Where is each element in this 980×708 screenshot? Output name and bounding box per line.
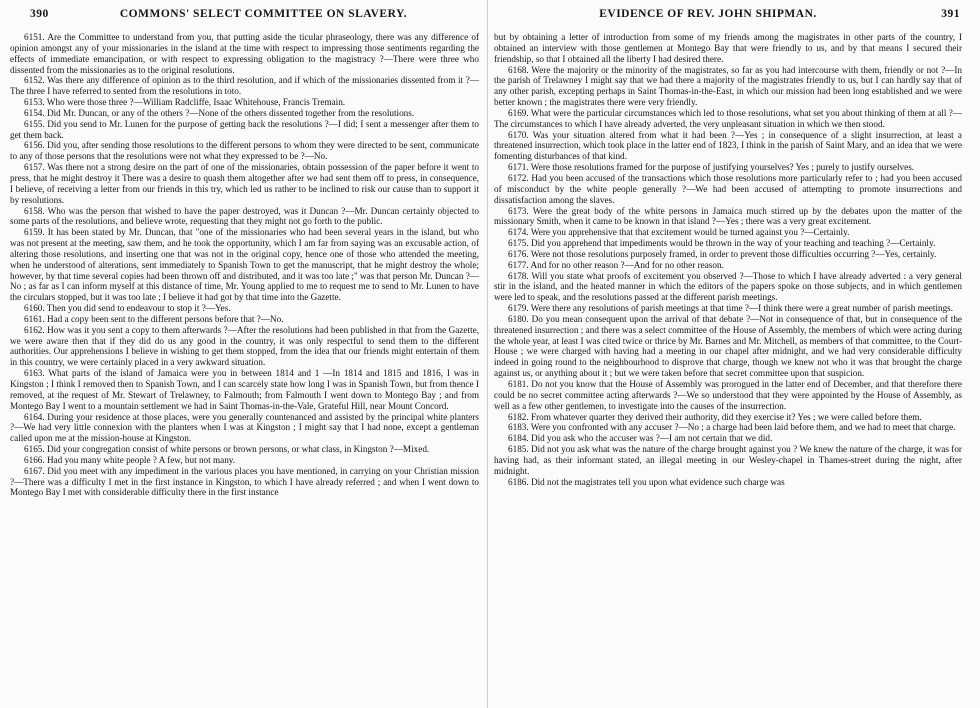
paragraph-6165: 6165. Did your congregation consist of white persons or brown persons, or what class, in Kingston ?—Mixed.: [24, 444, 430, 455]
paragraph-6177: 6177. And for no other reason ?—And for no other reason.: [508, 259, 724, 270]
paragraph-6164: 6164. During your residence at those places, were you generally countenanced and assisted by the principal white planters ?—We had very little connexion with the planters when I was at Kingston ; I might say that I had none, except a gentleman called upon me at the mission-house at Kingston.: [10, 411, 479, 444]
paragraph-6161: 6161. Had a copy been sent to the different persons before that ?—No.: [24, 313, 284, 324]
paragraph-6159: 6159. It has been stated by Mr. Duncan, that "one of the missionaries who had been several years in the island, but who was not present at the meeting, saw them, and he took the opportunity, which I am far from saying was an excusable action, of altering those resolutions, and inserting one that was not in the original copy, hence one of those who attended the meeting, when he understood of alterations, sent immediately to Spanish Town to get the manuscript, that he might destroy the whole; however, by that time several copies had been thrown off and distributed, and it was too late ;" was that person Mr. Duncan ?—No ; as far as I can inform myself at this distance of time, Mr. Young applied to me to request me to send to Mr. Lunen to have the circulars stopped, but it was too late ; I believe it had got by that time into the Gazette.: [10, 227, 479, 303]
paragraph-6156: 6156. Did you, after sending those resolutions to the different persons to whom they were directed to be sent, communicate to any of those persons that the resolutions were not what they expressed to be ?—No.: [10, 140, 479, 162]
paragraph-6154: 6154. Did Mr. Duncan, or any of the others ?—None of the others dissented together from the resolutions.: [24, 107, 415, 118]
paragraph-6182: 6182. From whatever quarter they derived their authority, did they exercise it? Yes ; we were called before them.: [508, 411, 922, 422]
paragraph-6168: 6168. Were the majority or the minority of the magistrates, so far as you had intercourse with them, friendly or not ?—In the parish of Trelawney I might say that we had there a majority of the magistrates friendly to us, but I can hardly say that of any other parish, excepting perhaps in Saint Thomas-in-the-East, in which our mission had been long established and we were better known ; the magistrates there were very friendly.: [494, 64, 962, 108]
paragraph-6167: 6167. Did you meet with any impediment in the various places you have mentioned, in carrying on your Christian mission ?—There was a difficulty I met in the first instance in Kingston, to which I have already referred ; and when I went down to Montego Bay I met with considerable difficulty there in the first instance: [10, 465, 479, 498]
left-page-title: COMMONS' SELECT COMMITTEE ON SLAVERY.: [119, 8, 408, 20]
paragraph-6171: 6171. Were those resolutions framed for the purpose of justifying yourselves? Yes ; purely to justify ourselves.: [508, 162, 915, 173]
paragraph-6183: 6183. Were you confronted with any accuser ?—No ; a charge had been laid before them, and we had to meet that charge.: [508, 422, 956, 433]
paragraph-6160: 6160. Then you did send to endeavour to stop it ?—Yes.: [24, 303, 231, 314]
right-page-title: EVIDENCE OF REV. JOHN SHIPMAN.: [599, 8, 817, 20]
paragraph-6179: 6179. Were there any resolutions of parish meetings at that time ?—I think there were a great number of parish meetings.: [508, 303, 954, 314]
paragraph-6157: 6157. Was there not a strong desire on the part of one of the missionaries, obtain possession of the paper before it went to press, that he might destroy it There was a desire to quash them altogether after we had sent them off to press, in consequence, I believe, of receiving a letter from our friends in this try, which led us rather to be inclined to risk our cause than to support it by resolutions.: [10, 162, 479, 205]
paragraph-6152: 6152. Was there any difference of opinion as to the third resolution, and if which of the missionaries dissented from it ?—The three I have referred to sented from the resolutions in toto.: [10, 75, 479, 97]
paragraph-6181: 6181. Do not you know that the House of Assembly was prorogued in the latter end of December, and that therefore there could be no secret committee acting afterwards ?—We so understood that they were appointed by the House of Assembly, as well as a few other gentlemen, to investigate into the causes of the insurrection.: [494, 379, 962, 411]
right-page-number: 391: [941, 8, 960, 20]
paragraph-6184: 6184. Did you ask who the accuser was ?—I am not certain that we did.: [508, 433, 773, 444]
paragraph-6151: 6151. Are the Committee to understand from you, that putting aside the ticular phraseology, there was any difference of opinion amongst any of your missionaries in the island at the time with respect to impressing those sentiments regarding the effects of immediate emancipation, or with respect to expressing obligation to the magistracy ?—There were three who dissented from the missionaries as to the original resolutions.: [10, 32, 479, 75]
paragraph-6166: 6166. Had you many white people ? A few, but not many.: [24, 454, 236, 465]
paragraph-6158: 6158. Who was the person that wished to have the paper destroyed, was it Duncan ?—Mr. Duncan certainly objected to some parts of the resolutions, and believe wrote, requesting that they might not go forth to the public.: [10, 205, 479, 227]
left-page-header: [30, 8, 477, 26]
paragraph-6178: 6178. Will you state what proofs of excitement you observed ?—Those to which I have already adverted : a very general stir in the island, and the heated manner in which the editors of the papers spoke on those subjects, and in which gentlemen were led to speak, and the resolutions passed at the different parish meetings.: [494, 270, 962, 303]
paragraph-6173: 6173. Were the great body of the white persons in Jamaica much stirred up by the debates upon the matter of the missionary Smith, when it came to be known in that island ?—Yes ; there was a very great excitement.: [494, 205, 962, 227]
right-page: [488, 0, 980, 708]
paragraph-6155: 6155. Did you send to Mr. Lunen for the purpose of getting back the resolutions ?—I did; I sent a messenger after them to get them back.: [10, 118, 479, 140]
paragraph-6163: 6163. What parts of the island of Jamaica were you in between 1814 and 1 —In 1814 and 1815 and 1816, I was in Kingston ; I think I removed then to Spanish Town, and I can scarcely state how long I was in Spanish Town, but from thence I removed, at the request of Mr. Stewart of Trelawney, to Falmouth; from Falmouth I went down to Montego Bay ; and from Montego Bay I went to a mountain settlement we had in Saint Thomas-in-the-Vale, Grateful Hill, near Mount Concord.: [10, 368, 479, 411]
paragraph-6186: 6186. Did not the magistrates tell you upon what evidence such charge was: [508, 476, 785, 487]
paragraph-6175: 6175. Did you apprehend that impediments would be thrown in the way of your teaching and teaching ?—Certainly.: [508, 238, 936, 249]
paragraph-6169: 6169. What were the particular circumstances which led to those resolutions, what set you about thinking of them at all ?—The circumstances to which I have already adverted, the very unpleasant situation in which we then stood.: [494, 107, 962, 129]
left-page: [0, 0, 488, 708]
paragraph-6180: 6180. Do you mean consequent upon the arrival of that debate ?—Not in consequence of that, but in consequence of the threatened insurrection ; and there was a select committee of the House of Assembly, the members of which were acting during the whole year, at least I was cited twice or thrice by Mr. Barnes and Mr. Mitchell, as members of that committee, to the Court-House ; we were charged with having had a meeting in our chapel after midnight, and we had very considerable difficulty indeed in going round to the neighbourhood to disprove that charge, though we knew not who it was that brought the charge against us, or anything about it ; but we were taken before that secret committee upon that suspicion.: [494, 313, 962, 379]
paragraph-6176: 6176. Were not those resolutions purposely framed, in order to prevent those difficulties occurring ?—Yes, certainly.: [508, 248, 937, 259]
paragraph-6162: 6162. How was it you sent a copy to them afterwards ?—After the resolutions had been published in that from the Gazette, we were aware then that if they did do us any good in the country, it was only respectful to send them to the different authorities. Our apprehensions I believe in wishing to get them stopped, from the idea that our friends might entertain of them in this country, we were certainly placed in a very awkward situation.: [10, 324, 479, 368]
paragraph-6153: 6153. Who were those three ?—William Radcliffe, Isaac Whitehouse, Francis Tremain.: [24, 97, 346, 108]
left-page-number: 390: [30, 8, 49, 20]
paragraph-6174: 6174. Were you apprehensive that that excitement would be turned against you ?—Certainly.: [508, 227, 850, 238]
right-page-header: [496, 8, 960, 26]
paragraph-6185: 6185. Did not you ask what was the nature of the charge brought against you ? We knew the nature of the charge, it was for having had, as their informant stated, an illegal meeting in our Wesley-chapel in Thames-street during the night, after midnight.: [494, 444, 962, 476]
left-page-body: [10, 32, 479, 704]
right-page-body: [494, 32, 962, 704]
paragraph-6172: 6172. Had you been accused of the transactions which those resolutions more particularly refer to ; had you been accused of misconduct by the white people generally ?—We had been accused of attempting to promote insurrections and dissatisfaction among the slaves.: [494, 172, 962, 205]
continuation-paragraph: but by obtaining a letter of introduction from some of my friends among the magistrates in other parts of the country, I obtained an interview with those gentlemen at Montego Bay that were friendly to us, and by that means I secured their friendship, so that I obtained all the liberty I had desired there.: [494, 32, 962, 64]
paragraph-6170: 6170. Was your situation altered from what it had been ?—Yes ; in consequence of a slight insurrection, at least a threatened insurrection, which took place in the latter end of 1823, I think in the parish of Saint Mary, and an idea that we were fomenting disturbances of that kind.: [494, 129, 962, 162]
